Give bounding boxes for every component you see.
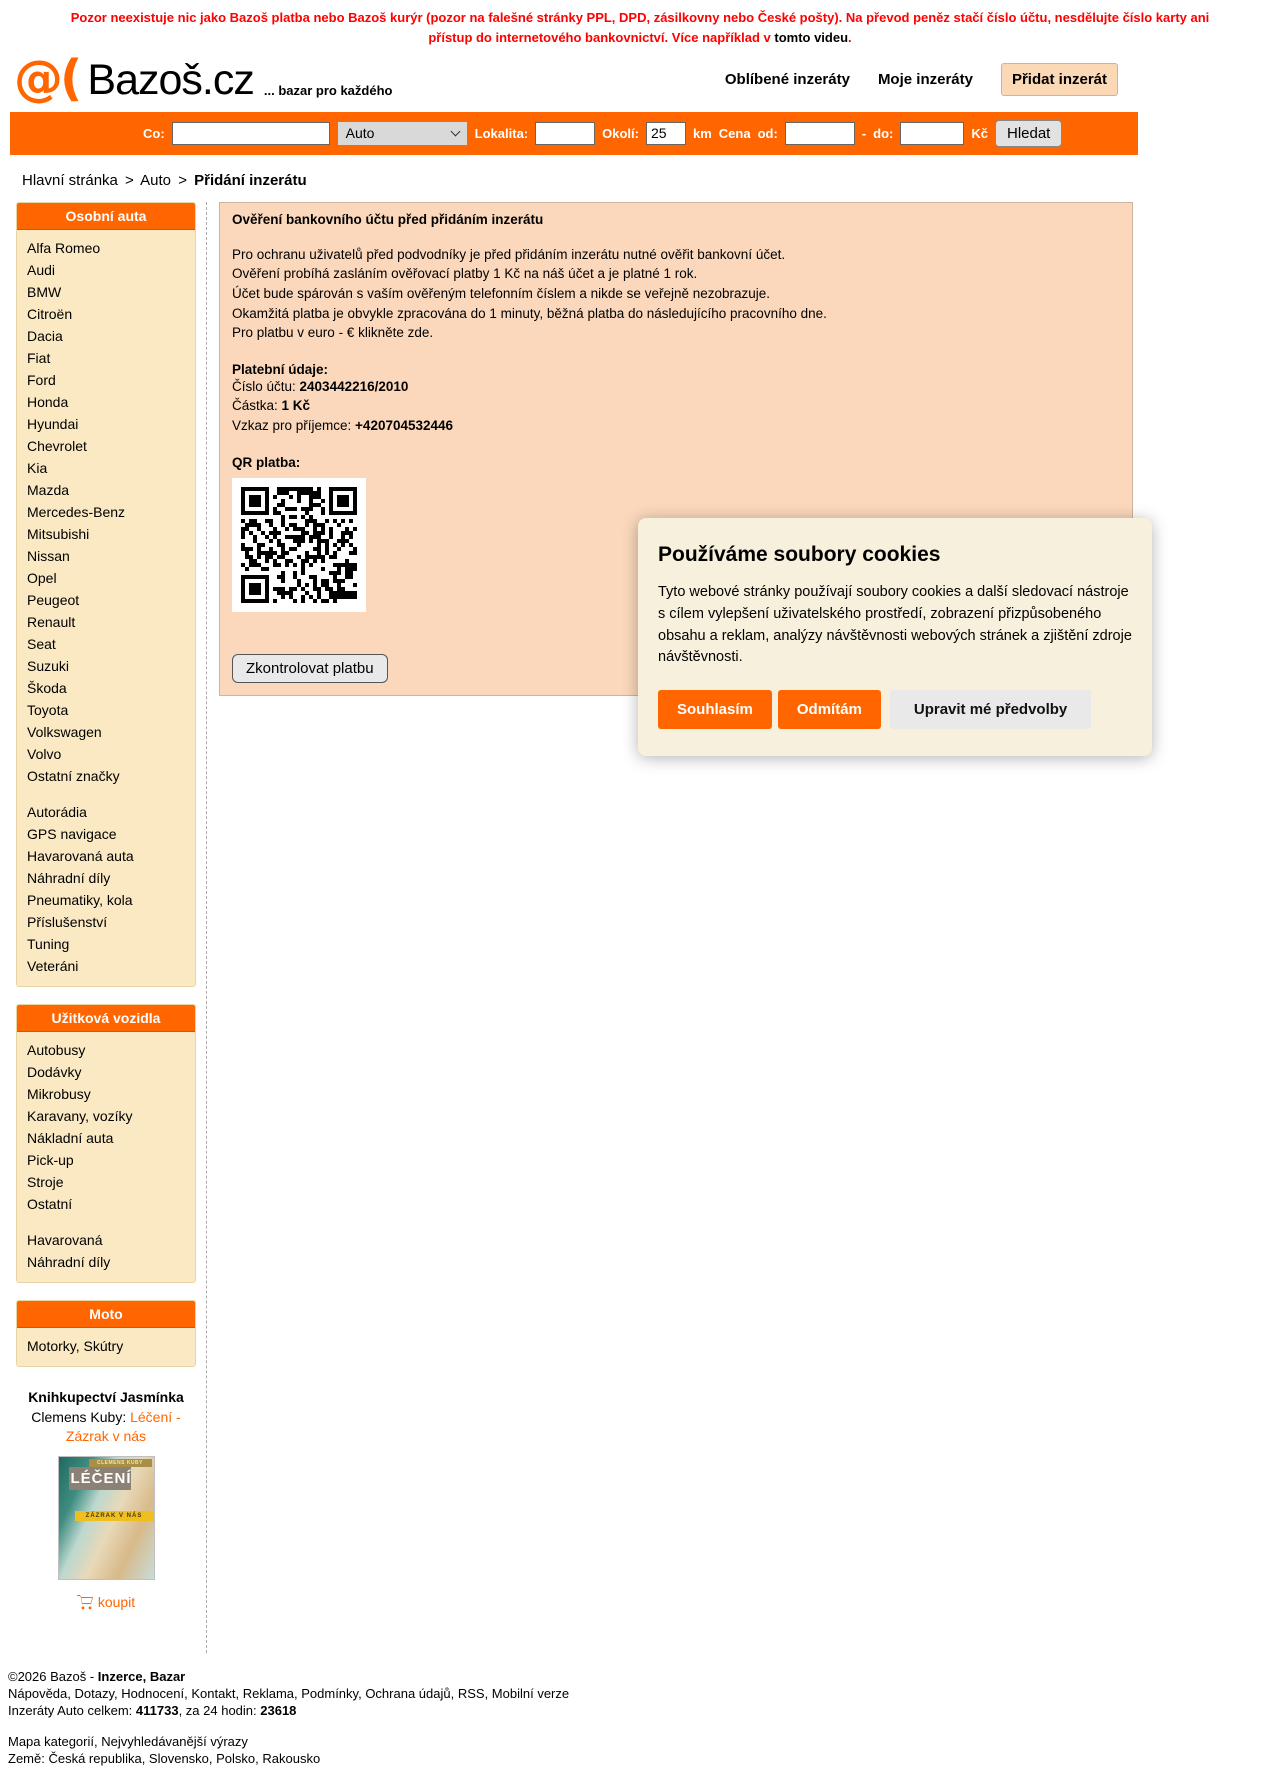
price-from-input[interactable] — [785, 122, 855, 145]
footer-map-links: Mapa kategorií, Nejvyhledávanější výrazy — [8, 1733, 248, 1749]
cookie-reject-button[interactable]: Odmítám — [778, 690, 881, 729]
sidebar-ad — [16, 1389, 196, 1613]
price-label: Cena — [718, 125, 751, 141]
payment-rows — [232, 377, 1120, 436]
price-from-label: od: — [757, 125, 778, 141]
search-bar — [10, 112, 1138, 155]
category-select[interactable] — [337, 121, 468, 146]
footer-stats — [8, 1703, 1280, 1718]
sidebar-item[interactable]: Mercedes-Benz — [27, 503, 126, 520]
sidebar-item[interactable]: Náhradní díly — [27, 869, 111, 886]
chevron-down-icon — [450, 126, 460, 136]
notice-line: Pro ochranu uživatelů před podvodníky je před přidáním inzerátu nutné ověřit bankovní účet. — [232, 246, 786, 262]
sidebar-item[interactable]: Chevrolet — [27, 437, 87, 454]
sidebar-item[interactable]: Pneumatiky, kola — [27, 891, 133, 908]
notice-line: Účet bude spárován s vaším ověřeným telefonním číslem a nikde se veřejně nezobrazuje. — [232, 286, 771, 302]
header — [0, 52, 1280, 108]
sidebar-item[interactable]: Seat — [27, 635, 56, 652]
sidebar-item[interactable]: Pick-up — [27, 1151, 74, 1168]
breadcrumb-current: Přidání inzerátu — [194, 171, 307, 189]
km-label: km — [692, 125, 712, 141]
scam-warning-banner — [0, 0, 1280, 52]
footer-countries: Země: Česká republika, Slovensko, Polsko, Rakousko — [8, 1751, 321, 1767]
sidebar-item[interactable]: Ford — [27, 371, 56, 388]
sidebar-item[interactable]: Veteráni — [27, 957, 79, 974]
notice-line: Pro platbu v euro - € klikněte zde. — [232, 325, 434, 341]
sidebar-item[interactable]: Dacia — [27, 327, 63, 344]
warning-suffix: . — [848, 30, 852, 46]
sidebar-item[interactable]: Nákladní auta — [27, 1129, 114, 1146]
stats-mid: , za 24 hodin: — [178, 1703, 261, 1719]
cookie-buttons-row — [658, 690, 1132, 729]
payment-details-header: Platební údaje: — [232, 361, 329, 377]
locality-label: Lokalita: — [474, 125, 529, 141]
sidebar-item-list — [17, 1328, 195, 1366]
footer-link[interactable]: RSS — [457, 1686, 485, 1702]
logo-icon: @( — [14, 50, 80, 108]
footer — [0, 1653, 1280, 1767]
sidebar-item[interactable]: Mikrobusy — [27, 1085, 91, 1102]
sidebar-section-header[interactable]: Užitková vozidla — [17, 1005, 195, 1032]
breadcrumb-separator: > — [178, 171, 187, 189]
panel-title: Ověření bankovního účtu před přidáním inzerátu — [232, 211, 544, 227]
sidebar-item[interactable]: Mitsubishi — [27, 525, 90, 542]
sidebar — [10, 202, 207, 1653]
check-payment-button[interactable]: Zkontrolovat platbu — [232, 654, 388, 683]
sidebar-item[interactable]: Náhradní díly — [27, 1253, 111, 1270]
sidebar-item[interactable]: Toyota — [27, 701, 69, 718]
payment-row: Vzkaz pro příjemce: +420704532446 — [232, 417, 454, 433]
notice-line: Okamžitá platba je obvykle zpracována do 1 minuty, běžná platba do následujícího pracovního dne. — [232, 305, 827, 321]
price-dash: - — [861, 125, 867, 141]
search-what-label: Co: — [143, 125, 165, 141]
sidebar-section-header[interactable]: Osobní auta — [17, 203, 195, 230]
breadcrumb-separator: > — [125, 171, 134, 189]
book-cover-image[interactable] — [58, 1456, 155, 1580]
sidebar-item[interactable]: Autorádia — [27, 803, 87, 820]
cart-icon — [77, 1594, 94, 1610]
nav-my-ads-link[interactable]: Moje inzeráty — [877, 70, 973, 88]
sidebar-section — [16, 1300, 196, 1367]
footer-link[interactable]: Dotazy — [74, 1686, 115, 1702]
sidebar-item[interactable]: BMW — [27, 283, 62, 300]
sidebar-item[interactable]: Volkswagen — [27, 723, 102, 740]
radius-input[interactable] — [646, 122, 686, 145]
sidebar-item[interactable]: Ostatní značky — [27, 767, 120, 784]
notice-line: Ověření probíhá zasláním ověřovací platby 1 Kč na náš účet a je platné 1 rok. — [232, 266, 698, 282]
breadcrumb — [0, 155, 1280, 202]
sidebar-item[interactable]: Havarovaná — [27, 1231, 103, 1248]
sidebar-item[interactable]: Citroën — [27, 305, 73, 322]
footer-link[interactable]: Nejvyhledávanější výrazy — [101, 1733, 248, 1749]
cookie-dialog-text: Tyto webové stránky používají soubory cookies a další sledovací nástroje s cílem vylepšení uživatelského prostředí, zobrazení přizpůsobeného obsahu a reklam, analýzy návštěvnosti webových stránek a zjištění zdroje návštěvnosti. — [658, 584, 1132, 666]
cookie-consent-dialog — [638, 518, 1152, 756]
footer-link[interactable]: Ochrana údajů — [365, 1686, 451, 1702]
footer-link[interactable]: Slovensko — [148, 1751, 209, 1767]
sidebar-item[interactable]: Kia — [27, 459, 48, 476]
sidebar-item[interactable]: Hyundai — [27, 415, 79, 432]
sidebar-item[interactable]: Tuning — [27, 935, 70, 952]
qr-payment-label: QR platba: — [232, 455, 301, 471]
sidebar-item[interactable]: Peugeot — [27, 591, 80, 608]
search-input[interactable] — [172, 122, 330, 145]
sidebar-item[interactable]: Stroje — [27, 1173, 64, 1190]
nav-favorites-link[interactable]: Oblíbené inzeráty — [724, 70, 850, 88]
logo-text: Bazoš.cz — [87, 56, 254, 105]
stats-total: 411733 — [135, 1703, 179, 1719]
breadcrumb-home-link[interactable]: Hlavní stránka — [22, 171, 118, 189]
notice-paragraphs — [232, 245, 1120, 343]
footer-link[interactable]: Mapa kategorií — [8, 1733, 94, 1749]
sidebar-item[interactable]: Autobusy — [27, 1041, 86, 1058]
locality-input[interactable] — [535, 122, 595, 145]
sidebar-item[interactable]: Audi — [27, 261, 56, 278]
warning-text: Pozor neexistuje nic jako Bazoš platba nebo Bazoš kurýr (pozor na falešné stránky PPL, DPD, zásilkovny nebo České pošty). Na převod peněz stačí číslo účtu, nesdělujte číslo karty ani přístup do internetového bankovnictví. Více například v — [70, 10, 1210, 46]
site-tagline: ... bazar pro každého — [263, 82, 393, 98]
sidebar-section — [16, 1004, 196, 1283]
cookie-customize-button[interactable]: Upravit mé předvolby — [890, 690, 1091, 729]
footer-link[interactable]: Rakousko — [262, 1751, 321, 1767]
sidebar-item[interactable]: Suzuki — [27, 657, 70, 674]
breadcrumb-auto-link[interactable]: Auto — [140, 171, 172, 189]
stats-prefix: Inzeráty Auto celkem: — [8, 1703, 136, 1719]
footer-copyright — [8, 1669, 1280, 1684]
footer-link[interactable]: Hodnocení — [121, 1686, 185, 1702]
sidebar-item[interactable]: Renault — [27, 613, 76, 630]
sidebar-section-header[interactable]: Moto — [17, 1301, 195, 1328]
footer-link[interactable]: Polsko — [216, 1751, 256, 1767]
sidebar-item[interactable]: Příslušenství — [27, 913, 108, 930]
footer-link[interactable]: Reklama — [242, 1686, 294, 1702]
footer-link[interactable]: Podmínky — [301, 1686, 359, 1702]
header-nav — [725, 63, 1118, 96]
copyright-bold: Inzerce, Bazar — [97, 1668, 186, 1684]
sidebar-item[interactable]: Dodávky — [27, 1063, 82, 1080]
sidebar-item[interactable]: Honda — [27, 393, 69, 410]
sidebar-item[interactable]: Alfa Romeo — [27, 239, 101, 256]
sidebar-sections — [16, 202, 196, 1367]
copyright-text: ©2026 Bazoš - — [8, 1668, 98, 1684]
sidebar-item[interactable]: Ostatní — [27, 1195, 73, 1212]
payment-row: Částka: 1 Kč — [232, 398, 311, 414]
sidebar-item[interactable]: GPS navigace — [27, 825, 117, 842]
payment-row: Číslo účtu: 2403442216/2010 — [232, 378, 409, 394]
warning-video-link[interactable]: tomto videu — [774, 30, 849, 46]
ad-book-link[interactable]: Léčení - Zázrak v nás — [65, 1408, 181, 1444]
price-to-input[interactable] — [900, 122, 964, 145]
qr-code-image — [232, 478, 366, 612]
footer-links: Nápověda, Dotazy, Hodnocení, Kontakt, Reklama, Podmínky, Ochrana údajů, RSS, Mobilní verze — [8, 1686, 570, 1702]
ad-book-line — [16, 1408, 196, 1446]
site-logo[interactable] — [14, 50, 254, 108]
price-to-label: do: — [873, 125, 894, 141]
sidebar-section — [16, 202, 196, 987]
footer-link[interactable]: Česká republika — [48, 1751, 142, 1767]
sidebar-item[interactable]: Havarovaná auta — [27, 847, 134, 864]
ad-buy-label: koupit — [97, 1593, 136, 1610]
sidebar-item[interactable]: Karavany, vozíky — [27, 1107, 133, 1124]
search-submit-button[interactable]: Hledat — [995, 120, 1062, 147]
cookie-dialog-title: Používáme soubory cookies — [658, 543, 941, 566]
ad-author: Clemens Kuby: — [31, 1408, 131, 1425]
sidebar-item[interactable]: Motorky, Skútry — [27, 1337, 124, 1354]
ad-shop-name: Knihkupectví Jasmínka — [28, 1388, 184, 1405]
currency-label: Kč — [971, 125, 988, 141]
radius-label: Okolí: — [602, 125, 639, 141]
book-cover-title: LÉČENÍ — [69, 1467, 131, 1490]
sidebar-item-list — [17, 230, 195, 986]
sidebar-item[interactable]: Opel — [27, 569, 57, 586]
sidebar-item[interactable]: Volvo — [27, 745, 62, 762]
category-selected-value: Auto — [345, 125, 375, 142]
sidebar-item[interactable]: Nissan — [27, 547, 70, 564]
footer-link[interactable]: Kontakt — [191, 1686, 236, 1702]
sidebar-item-list — [17, 1032, 195, 1282]
add-ad-button[interactable]: Přidat inzerát — [1001, 63, 1118, 96]
content-layout — [0, 202, 1280, 1653]
ad-buy-link[interactable] — [77, 1594, 135, 1610]
sidebar-item[interactable]: Mazda — [27, 481, 70, 498]
footer-link[interactable]: Nápověda — [8, 1686, 68, 1702]
book-cover-subtitle: ZÁZRAK V NÁS — [75, 1511, 154, 1521]
sidebar-item[interactable]: Fiat — [27, 349, 51, 366]
footer-link[interactable]: Mobilní verze — [491, 1686, 570, 1702]
stats-24h: 23618 — [260, 1703, 297, 1719]
cookie-accept-button[interactable]: Souhlasím — [658, 690, 772, 729]
book-cover-author: CLEMENS KUBY — [89, 1459, 152, 1467]
sidebar-item[interactable]: Škoda — [27, 679, 67, 696]
